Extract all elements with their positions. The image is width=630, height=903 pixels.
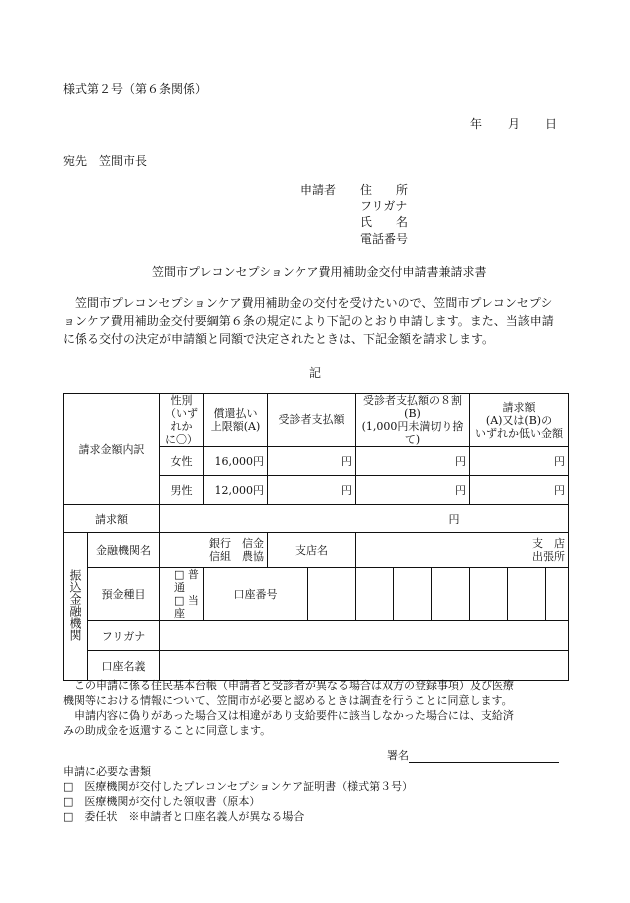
account-holder-field[interactable] — [160, 651, 569, 681]
institution-name-field[interactable]: 銀行 信金 信組 農協 — [160, 533, 268, 568]
date-day: 日 — [545, 117, 558, 131]
limit-male: 12,000円 — [204, 476, 268, 505]
body-line-3: に係る交付の決定が申請額と同額で決定されたときは、下記金額を請求します。 — [63, 332, 495, 346]
addressee: 宛先 笠間市長 — [63, 154, 148, 168]
deposit-type-options[interactable] — [160, 568, 204, 621]
consent-line-2: 機関等における情報について、笠間市が必要と認めるときは調査を行うことに同意します。 — [63, 694, 513, 707]
deposit-type-label: 預金種目 — [88, 568, 160, 621]
applicant-label: 申請者 — [300, 183, 337, 197]
required-doc-3: □ 委任状 ※申請者と口座名義人が異なる場合 — [63, 810, 305, 823]
limit-header: 償還払い 上限額(A) — [204, 394, 268, 447]
account-holder-label: 口座名義 — [88, 651, 160, 681]
account-digit-6[interactable] — [508, 568, 546, 621]
eighty-percent-header: 受診者支払額の８割(B) (1,000円未満切り捨て) — [356, 394, 470, 447]
account-digit-1[interactable] — [308, 568, 356, 621]
applicant-name-label: 氏 名 — [360, 215, 409, 229]
consent-line-3: 申請内容に偽りがあった場合又は相違があり支給要件に該当しなかった場合には、支給済 — [63, 709, 514, 722]
deposit-current-checkbox[interactable]: □ 当座 — [174, 594, 199, 620]
required-docs-heading: 申請に必要な書類 — [63, 765, 151, 778]
institution-name-label: 金融機関名 — [88, 533, 160, 568]
gender-male: 男性 — [160, 476, 204, 505]
furigana-label: フリガナ — [88, 621, 160, 651]
signature-row — [387, 747, 559, 763]
paid-male[interactable]: 円 — [268, 476, 356, 505]
body-line-2: ョンケア費用補助金交付要綱第６条の規定により下記のとおり申請します。また、当該申請 — [63, 314, 554, 328]
required-doc-1: □ 医療機関が交付したプレコンセプションケア証明書（様式第３号） — [63, 780, 414, 793]
required-doc-2: □ 医療機関が交付した領収書（原本） — [63, 795, 261, 808]
claim-female[interactable]: 円 — [470, 447, 569, 476]
total-label: 請求額 — [64, 505, 160, 533]
ki-label: 記 — [309, 366, 322, 380]
signature-line[interactable] — [409, 750, 559, 763]
account-digit-7[interactable] — [546, 568, 569, 621]
gender-header: 性別 （いずれか に〇） — [160, 394, 204, 447]
account-number-label: 口座番号 — [204, 568, 308, 621]
eighty-male[interactable]: 円 — [356, 476, 470, 505]
account-digit-5[interactable] — [470, 568, 508, 621]
document-title: 笠間市プレコンセプションケア費用補助金交付申請書兼請求書 — [152, 265, 487, 279]
paid-female[interactable]: 円 — [268, 447, 356, 476]
bank-section-label: 振込金融機関 — [64, 533, 88, 681]
consent-line-4: みの助成金を返還することに同意します。 — [63, 724, 272, 737]
date-year: 年 — [470, 117, 483, 131]
claim-header: 請求額 (A)又は(B)の いずれか低い金額 — [470, 394, 569, 447]
total-amount-field[interactable] — [160, 505, 569, 533]
limit-female: 16,000円 — [204, 447, 268, 476]
deposit-ordinary-checkbox[interactable]: □ 普通 — [174, 568, 199, 594]
total-unit: 円 — [448, 512, 460, 526]
claim-male[interactable]: 円 — [470, 476, 569, 505]
applicant-address-label: 住 所 — [360, 183, 409, 197]
gender-female: 女性 — [160, 447, 204, 476]
consent-line-1: この申請に係る住民基本台帳（申請者と受診者が異なる場合は双方の登録事項）及び医療 — [63, 679, 514, 692]
account-furigana-field[interactable] — [160, 621, 569, 651]
account-digit-3[interactable] — [394, 568, 432, 621]
breakdown-label: 請求金額内訳 — [64, 394, 160, 505]
paid-header: 受診者支払額 — [268, 394, 356, 447]
claim-table — [63, 393, 569, 681]
form-number: 様式第２号（第６条関係） — [63, 82, 208, 96]
applicant-furigana-label: フリガナ — [360, 199, 408, 213]
applicant-phone-label: 電話番号 — [360, 232, 409, 246]
branch-name-label: 支店名 — [268, 533, 356, 568]
account-digit-2[interactable] — [356, 568, 394, 621]
date-month: 月 — [508, 117, 521, 131]
eighty-female[interactable]: 円 — [356, 447, 470, 476]
branch-name-field[interactable]: 支 店 出張所 — [356, 533, 569, 568]
account-digit-4[interactable] — [432, 568, 470, 621]
body-line-1: 笠間市プレコンセプションケア費用補助金の交付を受けたいので、笠間市プレコンセプシ — [63, 296, 553, 310]
signature-label: 署名 — [387, 749, 409, 762]
